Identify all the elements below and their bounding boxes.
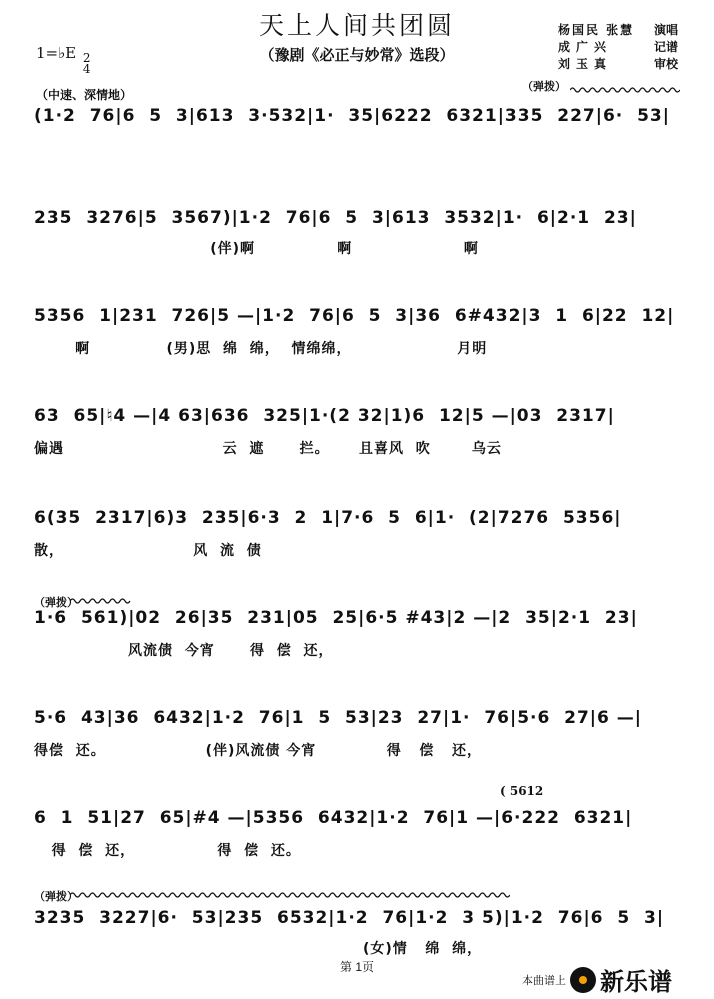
lyrics-line: 得偿 还。 (伴)风流债 今宵 得 偿 还， <box>34 743 483 759</box>
lyrics-line: 风流债 今宵 得 偿 还， <box>34 643 334 659</box>
credit-role: 演唱 <box>654 23 679 37</box>
logo-source-text: 本曲谱上 <box>522 974 566 987</box>
notation-line: 3235 3227|6· 53|235 6532|1·2 76|1·2 3 5)|1·2 76|6 5 3| <box>34 908 665 928</box>
credits <box>558 22 678 73</box>
notation-line: 63 65|♮4 —|4 63|636 325|1·(2 32|1)6 12|5 —|03 2317| <box>34 406 615 426</box>
instrument-annotation: ( 5612 <box>500 784 544 798</box>
music-disc-icon <box>570 967 596 993</box>
credit-role: 审校 <box>654 57 679 71</box>
instrument-annotation: （弹拨） <box>34 596 78 609</box>
time-signature <box>83 53 91 75</box>
notation-line: 235 3276|5 3567)|1·2 76|6 5 3|613 3532|1· 6|2·1 23| <box>34 208 637 228</box>
page-title: 天上人间共团圆 <box>258 11 455 40</box>
notation-line: 5356 1|231 726|5 —|1·2 76|6 5 3|36 6#432|3 1 6|22 12| <box>34 306 675 326</box>
notation-line: 5·6 43|36 6432|1·2 76|1 5 53|23 27|1· 76|5·6 27|6 —| <box>34 708 642 728</box>
lyrics-line: (女)情 绵 绵， <box>34 941 483 957</box>
credit-row <box>558 22 678 39</box>
lyrics-line: 偏遇 云 遮 拦。 且喜风 吹 乌云 <box>34 441 502 457</box>
notation-line: 1·6 561)|02 26|35 231|05 25|6·5 #43|2 —|2 35|2·1 23| <box>34 608 638 628</box>
time-signature-bottom: 4 <box>82 62 91 76</box>
credit-name: 杨国民 张慧 <box>558 23 635 37</box>
site-logo <box>522 962 672 997</box>
lyrics-line: 得 偿 还， 得 偿 还。 <box>34 843 301 859</box>
notation-line: 6(35 2317|6)3 235|6·3 2 1|7·6 5 6|1· (2|7276 5356| <box>34 508 622 528</box>
credit-name: 刘玉真 <box>558 57 613 71</box>
credit-row <box>558 39 678 56</box>
lyrics-line: (伴)啊 啊 啊 <box>34 241 479 257</box>
lyrics-line: 啊 (男)思 绵 绵， 情绵绵， 月明 <box>34 341 488 357</box>
instrument-annotation: （弹拨） <box>34 890 78 903</box>
page-subtitle: （豫剧《必正与妙常》选段） <box>259 46 455 64</box>
page-number: 第 1页 <box>339 960 374 974</box>
logo-brand-text: 新乐谱 <box>600 968 672 996</box>
credit-role: 记谱 <box>654 40 679 54</box>
notation-line: 6 1 51|27 65|#4 —|5356 6432|1·2 76|1 —|6·222 6321| <box>34 808 633 828</box>
tempo-marking: （中速、深情地） <box>36 88 133 102</box>
credit-name: 成广兴 <box>558 40 613 54</box>
key-label: 1=♭E <box>36 44 77 62</box>
tremolo-wave-icon <box>70 597 132 605</box>
lyrics-line: 散， 风 流 债 <box>34 543 262 559</box>
time-signature-top: 2 <box>82 51 91 65</box>
notation-line: (1·2 76|6 5 3|613 3·532|1· 35|6222 6321|335 227|6· 53| <box>34 106 670 126</box>
credit-row <box>558 56 678 73</box>
tremolo-wave-icon <box>570 86 680 94</box>
instrument-annotation: （弹拨） <box>522 80 566 93</box>
key-signature <box>36 44 91 75</box>
tremolo-wave-icon <box>70 891 510 899</box>
